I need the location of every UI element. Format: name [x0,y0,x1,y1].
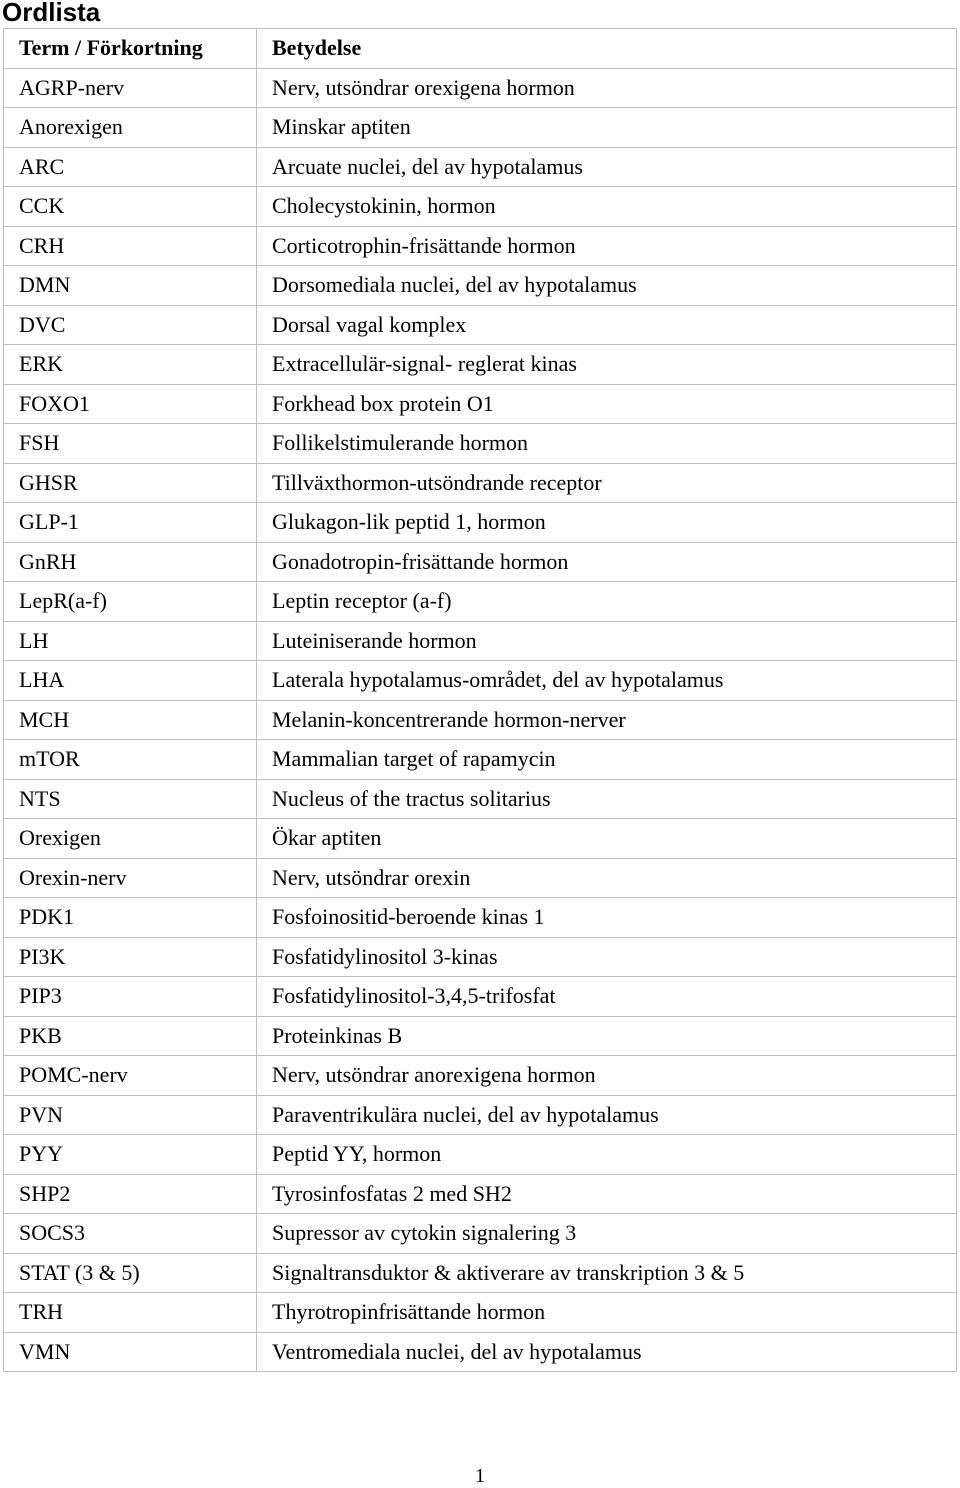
table-row [4,266,957,306]
table-row [4,503,957,543]
term-cell: PVN [4,1095,257,1135]
meaning-cell: Forkhead box protein O1 [257,384,957,424]
table-row [4,700,957,740]
table-row [4,147,957,187]
term-cell: SHP2 [4,1174,257,1214]
page-title: Ordlista [2,0,101,27]
term-cell: GHSR [4,463,257,503]
meaning-cell: Fosfatidylinositol 3-kinas [257,937,957,977]
table-row [4,226,957,266]
table-row [4,1135,957,1175]
term-cell: DMN [4,266,257,306]
meaning-cell: Nerv, utsöndrar orexigena hormon [257,68,957,108]
glossary-table [3,28,957,1372]
term-cell: POMC-nerv [4,1056,257,1096]
table-row [4,187,957,227]
meaning-cell: Minskar aptiten [257,108,957,148]
table-row [4,1095,957,1135]
meaning-cell: Supressor av cytokin signalering 3 [257,1214,957,1254]
meaning-cell: Nucleus of the tractus solitarius [257,779,957,819]
table-row [4,424,957,464]
meaning-cell: Melanin-koncentrerande hormon-nerver [257,700,957,740]
term-cell: SOCS3 [4,1214,257,1254]
meaning-cell: Corticotrophin-frisättande hormon [257,226,957,266]
table-row [4,582,957,622]
term-cell: PI3K [4,937,257,977]
table-row [4,1253,957,1293]
table-row [4,384,957,424]
table-row [4,779,957,819]
term-cell: AGRP-nerv [4,68,257,108]
table-row [4,858,957,898]
meaning-cell: Dorsal vagal komplex [257,305,957,345]
term-cell: PIP3 [4,977,257,1017]
table-row [4,621,957,661]
meaning-cell: Fosfatidylinositol-3,4,5-trifosfat [257,977,957,1017]
term-cell: PDK1 [4,898,257,938]
meaning-cell: Leptin receptor (a-f) [257,582,957,622]
meaning-cell: Signaltransduktor & aktiverare av transkription 3 & 5 [257,1253,957,1293]
term-cell: GnRH [4,542,257,582]
meaning-cell: Tyrosinfosfatas 2 med SH2 [257,1174,957,1214]
meaning-cell: Ventromediala nuclei, del av hypotalamus [257,1332,957,1372]
term-cell: PYY [4,1135,257,1175]
meaning-cell: Paraventrikulära nuclei, del av hypotalamus [257,1095,957,1135]
page-number: 1 [475,1465,485,1487]
table-row [4,108,957,148]
meaning-cell: Cholecystokinin, hormon [257,187,957,227]
table-row [4,305,957,345]
table-row [4,1174,957,1214]
term-cell: STAT (3 & 5) [4,1253,257,1293]
table-row [4,1293,957,1333]
meaning-cell: Extracellulär-signal- reglerat kinas [257,345,957,385]
table-row [4,661,957,701]
meaning-cell: Fosfoinositid-beroende kinas 1 [257,898,957,938]
term-cell: FSH [4,424,257,464]
meaning-cell: Tillväxthormon-utsöndrande receptor [257,463,957,503]
term-cell: Orexigen [4,819,257,859]
table-row [4,463,957,503]
meaning-cell: Nerv, utsöndrar anorexigena hormon [257,1056,957,1096]
term-cell: Orexin-nerv [4,858,257,898]
term-cell: ARC [4,147,257,187]
term-cell: VMN [4,1332,257,1372]
meaning-cell: Peptid YY, hormon [257,1135,957,1175]
meaning-cell: Thyrotropinfrisättande hormon [257,1293,957,1333]
term-cell: NTS [4,779,257,819]
meaning-cell: Nerv, utsöndrar orexin [257,858,957,898]
term-cell: GLP-1 [4,503,257,543]
term-cell: TRH [4,1293,257,1333]
meaning-cell: Proteinkinas B [257,1016,957,1056]
term-cell: LH [4,621,257,661]
term-cell: mTOR [4,740,257,780]
meaning-cell: Glukagon-lik peptid 1, hormon [257,503,957,543]
term-cell: DVC [4,305,257,345]
meaning-cell: Dorsomediala nuclei, del av hypotalamus [257,266,957,306]
table-header-row [4,29,957,69]
table-row [4,740,957,780]
table-row [4,345,957,385]
table-row [4,819,957,859]
meaning-cell: Ökar aptiten [257,819,957,859]
table-row [4,1332,957,1372]
meaning-cell: Arcuate nuclei, del av hypotalamus [257,147,957,187]
term-cell: MCH [4,700,257,740]
table-row [4,68,957,108]
table-row [4,1016,957,1056]
table-row [4,542,957,582]
table-row [4,898,957,938]
meaning-cell: Gonadotropin-frisättande hormon [257,542,957,582]
term-cell: LHA [4,661,257,701]
table-row [4,937,957,977]
term-cell: PKB [4,1016,257,1056]
term-cell: LepR(a-f) [4,582,257,622]
column-header-meaning: Betydelse [257,29,957,69]
meaning-cell: Luteiniserande hormon [257,621,957,661]
glossary-body [4,68,957,1372]
table-row [4,1214,957,1254]
term-cell: CRH [4,226,257,266]
term-cell: ERK [4,345,257,385]
term-cell: FOXO1 [4,384,257,424]
table-row [4,1056,957,1096]
meaning-cell: Mammalian target of rapamycin [257,740,957,780]
term-cell: CCK [4,187,257,227]
column-header-term: Term / Förkortning [4,29,257,69]
meaning-cell: Laterala hypotalamus-området, del av hypotalamus [257,661,957,701]
table-row [4,977,957,1017]
meaning-cell: Follikelstimulerande hormon [257,424,957,464]
term-cell: Anorexigen [4,108,257,148]
